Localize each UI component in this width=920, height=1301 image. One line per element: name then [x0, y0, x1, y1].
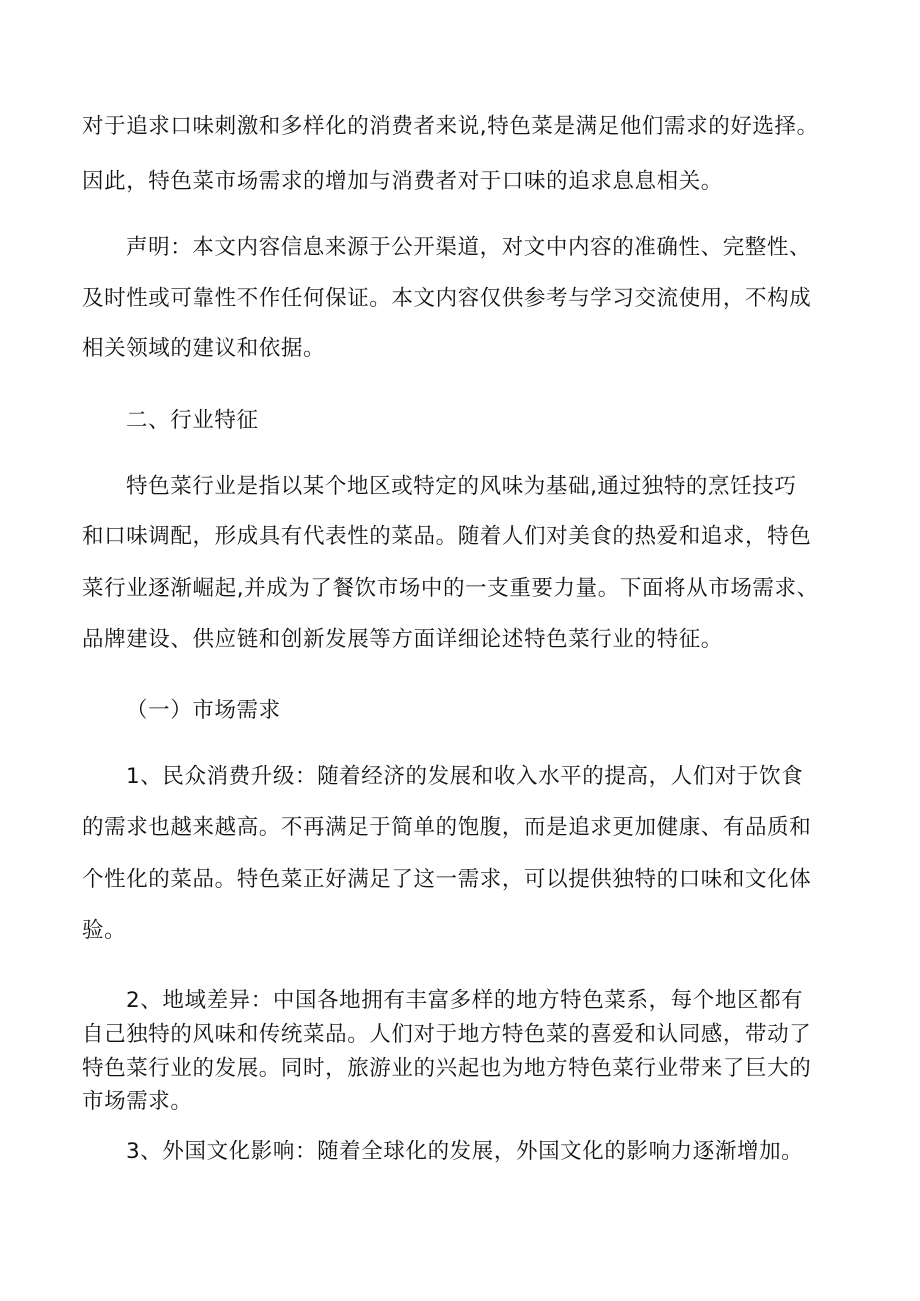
paragraph-line: 因此，特色菜市场需求的增加与消费者对于口味的追求息息相关。: [82, 169, 723, 194]
paragraph-line: 和口味调配，形成具有代表性的菜品。随着人们对美食的热爱和追求，特色: [82, 524, 812, 549]
list-item-line: 市场需求。: [82, 1089, 193, 1114]
list-item-line: 特色菜行业的发展。同时，旅游业的兴起也为地方特色菜行业带来了巨大的: [82, 1056, 812, 1081]
section-heading: 二、行业特征: [126, 408, 259, 433]
paragraph-line: 菜行业逐渐崛起,并成为了餐饮市场中的一支重要力量。下面将从市场需求、: [82, 576, 819, 601]
list-item-line: 的需求也越来越高。不再满足于简单的饱腹，而是追求更加健康、有品质和: [82, 815, 812, 840]
list-item-line: 自己独特的风味和传统菜品。人们对于地方特色菜的喜爱和认同感，带动了: [82, 1022, 812, 1047]
paragraph-line: 品牌建设、供应链和创新发展等方面详细论述特色菜行业的特征。: [82, 627, 723, 652]
paragraph-line: 对于追求口味刺激和多样化的消费者来说,特色菜是满足他们需求的好选择。: [82, 114, 819, 139]
paragraph-line: 特色菜行业是指以某个地区或特定的风味为基础,通过独特的烹饪技巧: [126, 474, 797, 499]
list-item-line: 3、外国文化影响：随着全球化的发展，外国文化的影响力逐渐增加。: [126, 1139, 804, 1164]
list-item-line: 2、地域差异：中国各地拥有丰富多样的地方特色菜系，每个地区都有: [126, 988, 804, 1013]
subsection-heading: （一）市场需求: [126, 698, 281, 723]
list-item-line: 验。: [82, 918, 127, 943]
disclaimer-line: 及时性或可靠性不作任何保证。本文内容仅供参考与学习交流使用，不构成: [82, 286, 812, 311]
disclaimer-line: 声明：本文内容信息来源于公开渠道，对文中内容的准确性、完整性、: [126, 235, 812, 260]
list-item-line: 1、民众消费升级：随着经济的发展和收入水平的提高，人们对于饮食: [126, 764, 804, 789]
list-item-line: 个性化的菜品。特色菜正好满足了这一需求，可以提供独特的口味和文化体: [82, 867, 812, 892]
disclaimer-line: 相关领域的建议和依据。: [82, 336, 326, 361]
